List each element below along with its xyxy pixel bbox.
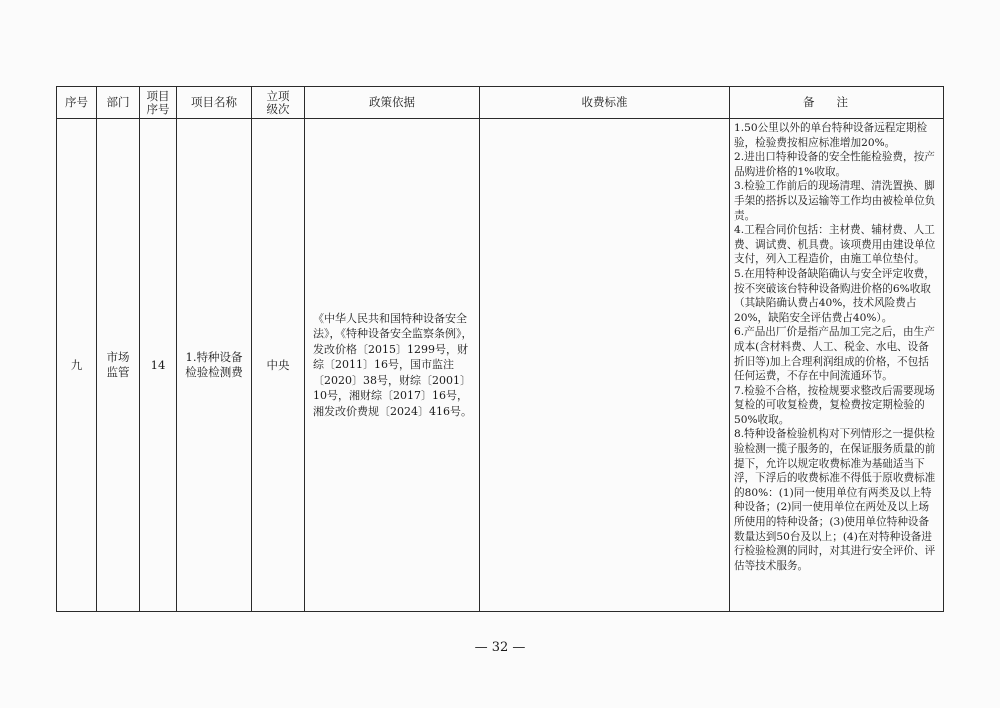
header-department: 部门 [97,87,140,119]
remark-item-8: 8.特种设备检验机构对下列情形之一提供检验检测一揽子服务的，在保证服务质量的前提下，允许以规定收费标准为基础适当下浮，下浮后的收费标准不得低于原收费标准的80%：(1)同一使用单位有两类及以上特种设备；(2)同一使用单位在两处及以上场所使用的特种设备；(3)使用单位特种设备数量达到50台及以上；(4)在对特种设备进行检验检测的同时，对其进行安全评价、评估等技术服务。 [734,428,936,572]
header-remarks [730,87,944,119]
remark-item-3: 3.检验工作前后的现场清理、清洗置换、脚手架的搭拆以及运输等工作均由被检单位负责。 [734,180,936,222]
remark-item-2: 2.进出口特种设备的安全性能检验费，按产品购进价格的1%收取。 [734,151,935,178]
header-item-seq: 项目 序号 [140,87,177,119]
cell-remarks [730,119,944,612]
header-seq: 序号 [57,87,97,119]
remark-item-4: 4.工程合同价包括：主材费、辅材费、人工费、调试费、机具费。该项费用由建设单位支付，列入工程造价，由施工单位垫付。 [734,224,936,266]
cell-level: 中央 [252,119,305,612]
header-remarks-label: 备注 [803,95,870,109]
header-policy: 政策依据 [305,87,480,119]
cell-item-name: 1.特种设备 检验检测费 [177,119,252,612]
cell-standard [480,119,730,612]
remark-item-7: 7.检验不合格，按检规要求整改后需要现场复检的可收复检费，复检费按定期检验的50%收取。 [734,384,935,426]
remark-item-6: 6.产品出厂价是指产品加工完之后，由生产成本(含材料费、人工、税金、水电、设备折旧等)加上合理利润组成的价格，不包括任何运费，不存在中间流通环节。 [734,326,935,383]
fee-table [56,86,944,612]
remark-item-5: 5.在用特种设备缺陷确认与安全评定收费，按不突破该台特种设备购进价格的6%收取（其缺陷确认费占40%，技术风险费占20%，缺陷安全评估费占40%）。 [734,267,935,324]
header-row [57,87,944,119]
header-item-name: 项目名称 [177,87,252,119]
table-row [57,119,944,612]
cell-department: 市场 监管 [97,119,140,612]
cell-item-seq: 14 [140,119,177,612]
cell-policy: 《中华人民共和国特种设备安全法》，《特种设备安全监察条例》，发改价格〔2015〕1299号，财综〔2011〕16号，国市监注〔2020〕38号，财综〔2001〕10号，湘财综〔2017〕16号，湘发改价费规〔2024〕416号。 [305,119,480,612]
header-standard: 收费标准 [480,87,730,119]
remark-item-1: 1.50公里以外的单台特种设备远程定期检验，检验费按相应标准增加20%。 [734,122,928,149]
cell-seq: 九 [57,119,97,612]
header-level: 立项 级次 [252,87,305,119]
page-number: — 32 — [474,640,526,655]
